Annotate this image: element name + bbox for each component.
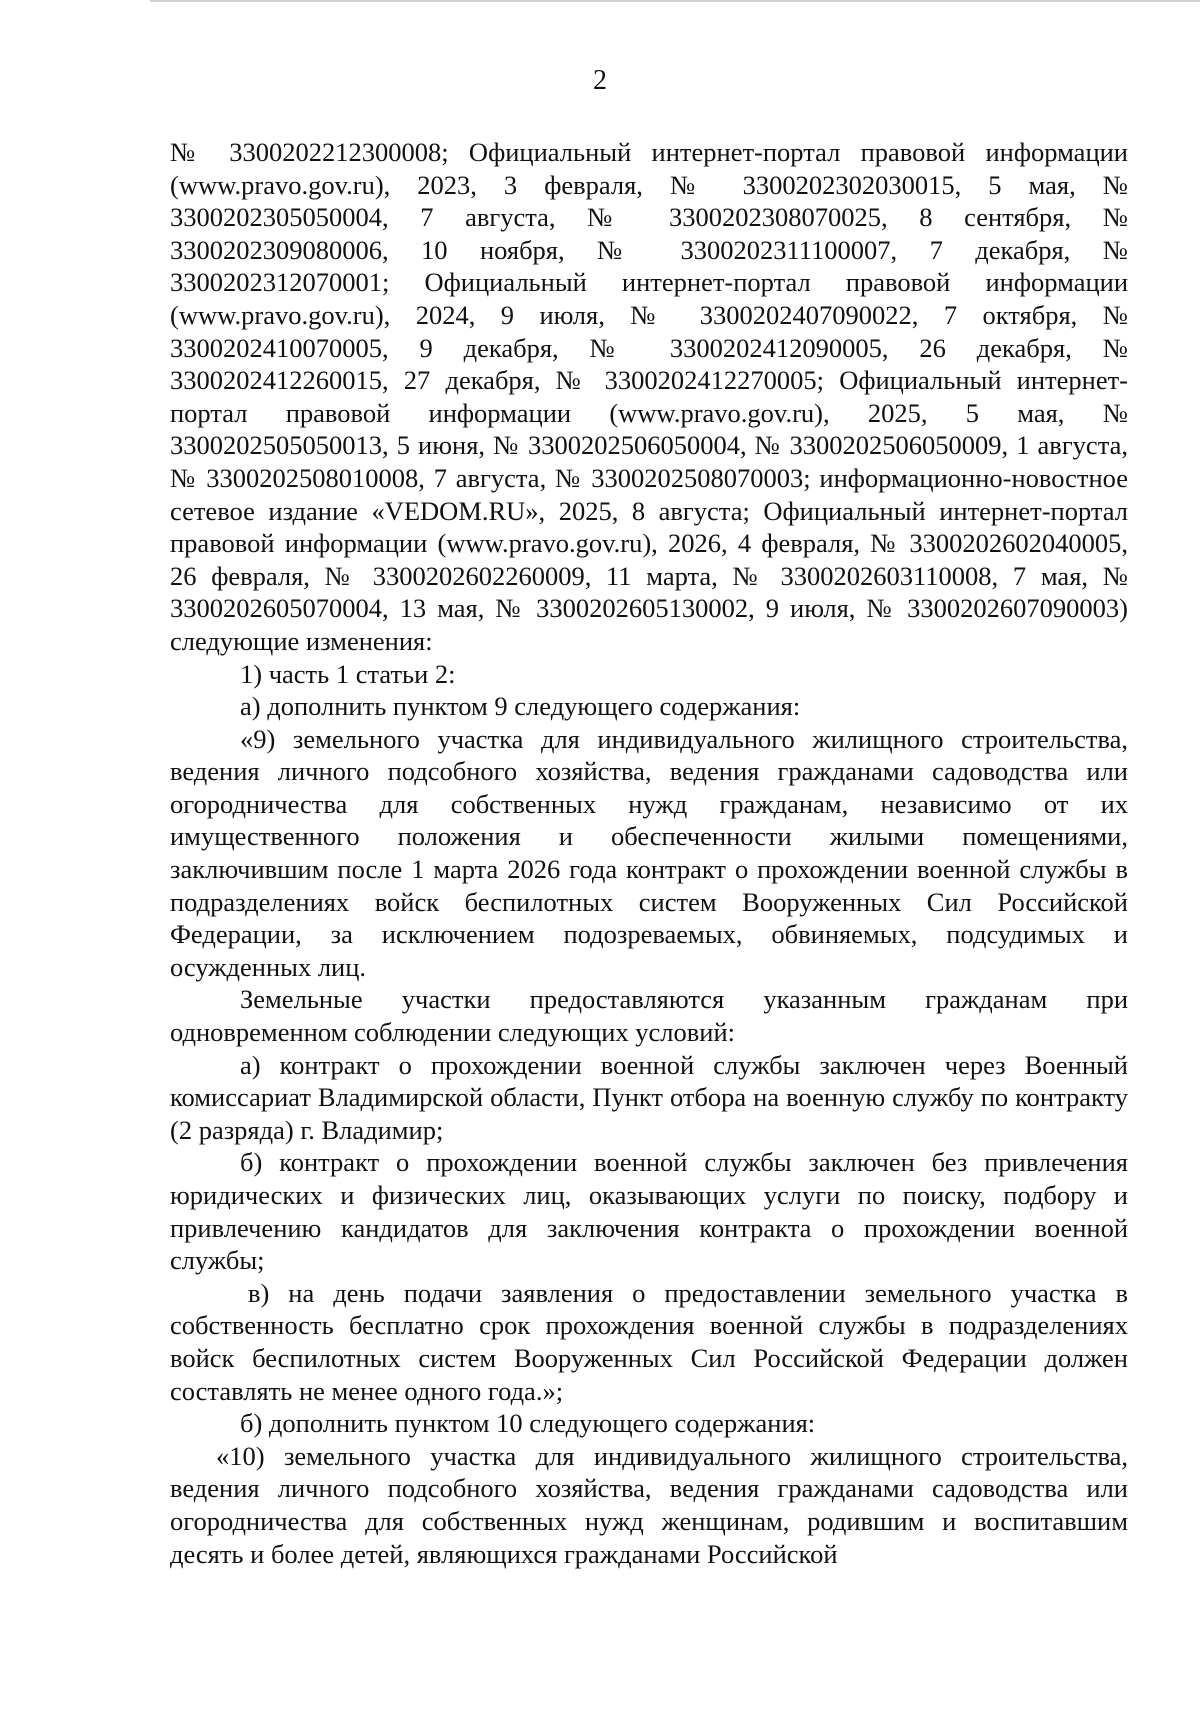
paragraph-conditions-intro: Земельные участки предоставляются указанным гражданам при одновременном соблюдении следующих условий:: [170, 984, 1128, 1048]
paragraph-condition-b: б) контракт о прохождении военной службы заключен без привлечения юридических и физических лиц, оказывающих услуги по поиску, подбору и привлечению кандидатов для заключения контракта о прохождении военной службы;: [170, 1147, 1128, 1276]
document-body: [170, 136, 1128, 1570]
paragraph-item-1: 1) часть 1 статьи 2:: [240, 658, 456, 689]
paragraph-subitem-b: б) дополнить пунктом 10 следующего содержания:: [240, 1408, 816, 1439]
page-number: 2: [593, 65, 607, 96]
paragraph-point-10: «10) земельного участка для индивидуального жилищного строительства, ведения личного подсобного хозяйства, ведения гражданами садоводства или огородничества для собственных нужд женщинам, родившим и воспитавшим десять и более детей, являющихся гражданами Российской: [170, 1440, 1128, 1569]
paragraph-references: № 3300202212300008; Официальный интернет-портал правовой информации (www.pravo.gov.ru), 2023, 3 февраля, № 3300202302030015, 5 мая, № 3300202305050004, 7 августа, № 3300202308070025, 8 сентября, № 3300202309080006, 10 ноября, № 3300202311100007, 7 декабря, № 3300202312070001; Официальный интернет-портал правовой информации (www.pravo.gov.ru), 2024, 9 июля, № 3300202407090022, 7 октября, № 3300202410070005, 9 декабря, № 3300202412090005, 26 декабря, № 3300202412260015, 27 декабря, № 3300202412270005; Официальный интернет-портал правовой информации (www.pravo.gov.ru), 2025, 5 мая, № 3300202505050013, 5 июня, № 3300202506050004, № 3300202506050009, 1 августа, № 3300202508010008, 7 августа, № 3300202508070003; информационно-новостное сетевое издание «VEDOM.RU», 2025, 8 августа; Официальный интернет-портал правовой информации (www.pravo.gov.ru), 2026, 4 февраля, № 3300202602040005, 26 февраля, № 3300202602260009, 11 марта, № 3300202603110008, 7 мая, № 3300202605070004, 13 мая, № 3300202605130002, 9 июля, № 3300202607090003) следующие изменения:: [170, 137, 1128, 656]
paragraph-condition-v: в) на день подачи заявления о предоставлении земельного участка в собственность бесплатно срок прохождения военной службы в подразделениях войск беспилотных систем Вооруженных Сил Российской Федерации должен составлять не менее одного года.»;: [170, 1277, 1128, 1406]
paragraph-point-9: «9) земельного участка для индивидуального жилищного строительства, ведения личного подсобного хозяйства, ведения гражданами садоводства или огородничества для собственных нужд гражданам, независимо от их имущественного положения и обеспеченности жилыми помещениями, заключившим после 1 марта 2026 года контракт о прохождении военной службы в подразделениях войск беспилотных систем Вооруженных Сил Российской Федерации, за исключением подозреваемых, обвиняемых, подсудимых и осужденных лиц.: [170, 723, 1128, 982]
paragraph-subitem-a: а) дополнить пунктом 9 следующего содержания:: [240, 691, 801, 722]
scan-edge-line: [150, 0, 1200, 2]
paragraph-condition-a: а) контракт о прохождении военной службы заключен через Военный комиссариат Владимирской области, Пункт отбора на военную службу по контракту (2 разряда) г. Владимир;: [170, 1049, 1128, 1145]
